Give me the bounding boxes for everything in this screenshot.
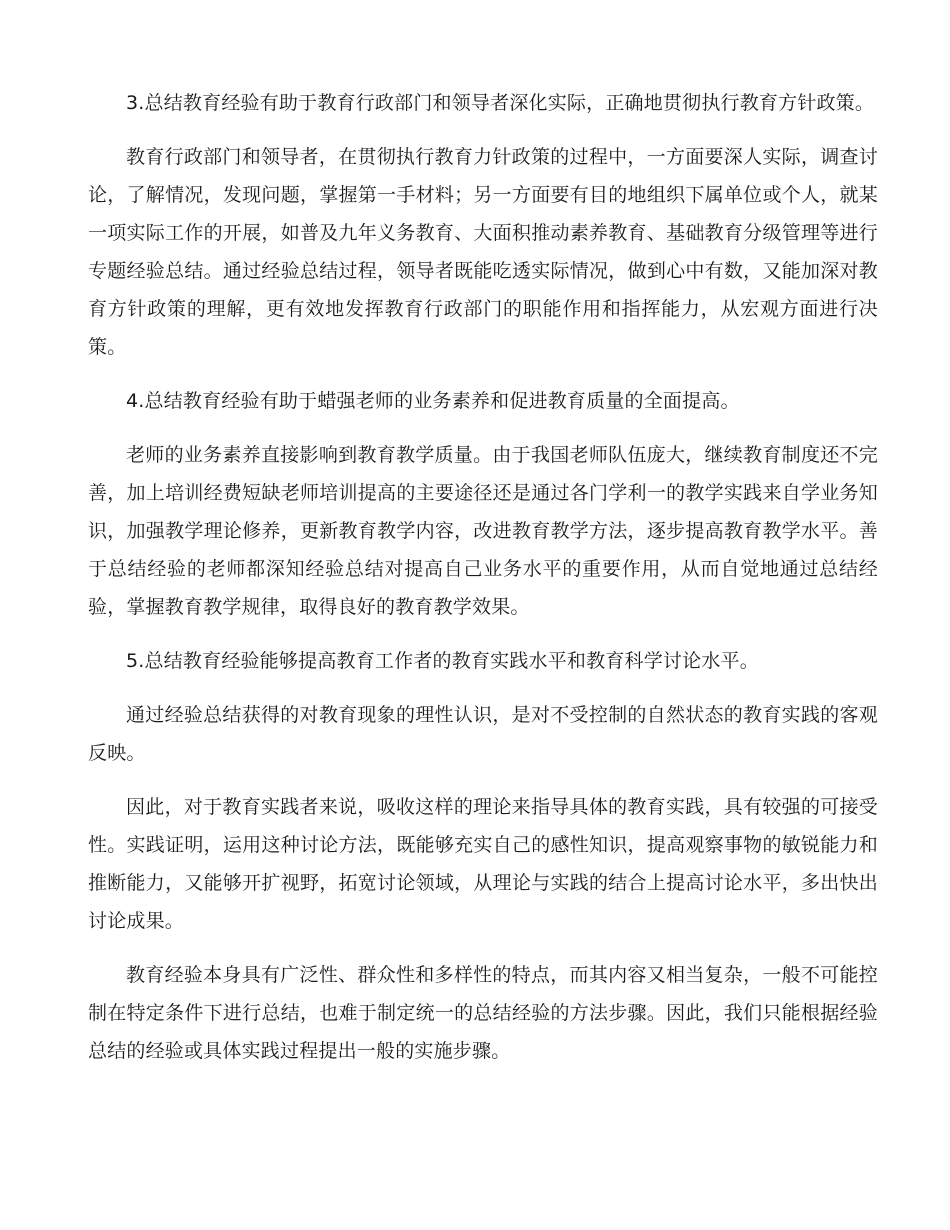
- body-paragraph: 教育行政部门和领导者，在贯彻执行教育力针政策的过程中，一方面要深人实际，调查讨论，了解情况，发现问题，掌握第一手材料；另一方面要有目的地组织下属单位或个人，就某一项实际工作的开展，如普及九年义务教育、大面积推动素养教育、基础教育分级管理等进行专题经验总结。通过经验总结过程，领导者既能吃透实际情况，做到心中有数，又能加深对教育方针政策的理解，更有效地发挥教育行政部门的职能作用和指挥能力，从宏观方面进行决策。: [88, 146, 878, 358]
- body-paragraph: 教育经验本身具有广泛性、群众性和多样性的特点，而其内容又相当复杂，一般不可能控制在特定条件下进行总结，也难于制定统一的总结经验的方法步骤。因此，我们只能根据经验总结的经验或具体实践过程提出一般的实施步骤。: [88, 964, 878, 1062]
- section-heading-5: 5.总结教育经验能够提高教育工作者的教育实践水平和教育科学讨论水平。: [126, 650, 759, 672]
- section-heading-4: 4.总结教育经验有助于蜡强老师的业务素养和促进教育质量的全面提高。: [126, 390, 740, 412]
- body-paragraph: 因此，对于教育实践者来说，吸收这样的理论来指导具体的教育实践，具有较强的可接受性。实践证明，运用这种讨论方法，既能够充实自己的感性知识，提高观察事物的敏锐能力和推断能力，又能够开扩视野，拓宽讨论领域，从理论与实践的结合上提高讨论水平，多出快出讨论成果。: [88, 796, 878, 932]
- body-paragraph: 老师的业务素养直接影响到教育教学质量。由于我国老师队伍庞大，继续教育制度还不完善，加上培训经费短缺老师培训提高的主要途径还是通过各门学利一的教学实践来自学业务知识，加强教学理论修养，更新教育教学内容，改进教育教学方法，逐步提高教育教学水平。善于总结经验的老师都深知经验总结对提高自己业务水平的重要作用，从而自觉地通过总结经验，掌握教育教学规律，取得良好的教育教学效果。: [88, 444, 878, 618]
- section-heading-3: 3.总结教育经验有助于教育行政部门和领导者深化实际，正确地贯彻执行教育方针政策。: [126, 92, 875, 114]
- document-body: [88, 84, 878, 1086]
- body-paragraph: 通过经验总结获得的对教育现象的理性认识，是对不受控制的自然状态的教育实践的客观反映。: [88, 704, 878, 764]
